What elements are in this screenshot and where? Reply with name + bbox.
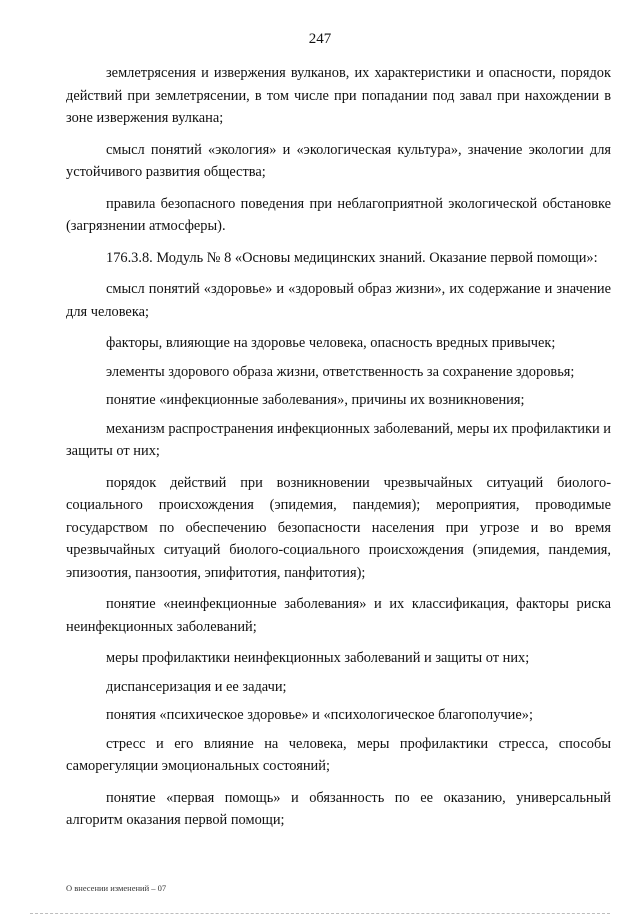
paragraph-infection-mechanism: механизм распространения инфекционных заболеваний, меры их профилактики и защиты от них; — [66, 420, 611, 459]
page-number: 247 — [308, 31, 332, 47]
paragraph-earthquakes: землетрясения и извержения вулканов, их характеристики и опасности, порядок действий при землетрясении, в том числе при попадании под завал при нахождении в зоне извержения вулкана; — [66, 65, 611, 126]
scan-edge-line — [30, 913, 610, 914]
body-text — [66, 62, 611, 838]
paragraph-first-aid: понятие «первая помощь» и обязанность по ее оказанию, универсальный алгоритм оказания первой помощи; — [66, 789, 611, 828]
paragraph-mental-health: понятия «психическое здоровье» и «психологическое благополучие»; — [106, 707, 533, 723]
paragraph-noninfectious-prevention: меры профилактики неинфекционных заболеваний и защиты от них; — [106, 650, 530, 666]
paragraph-healthy-lifestyle: элементы здорового образа жизни, ответственность за сохранение здоровья; — [106, 363, 575, 380]
paragraph-ecological-safety: правила безопасного поведения при неблагоприятной экологической обстановке (загрязнении атмосферы). — [66, 195, 611, 234]
paragraph-medical-checkup: диспансеризация и ее задачи; — [106, 678, 287, 695]
paragraph-module-8-heading: 176.3.8. Модуль № 8 «Основы медицинских знаний. Оказание первой помощи»: — [106, 249, 598, 266]
paragraph-health-factors: факторы, влияющие на здоровье человека, опасность вредных привычек; — [106, 335, 556, 351]
paragraph-stress: стресс и его влияние на человека, меры профилактики стресса, способы саморегуляции эмоциональных состояний; — [66, 735, 611, 774]
document-footer: О внесении изменений – 07 — [66, 883, 167, 893]
paragraph-health-concepts: смысл понятий «здоровье» и «здоровый образ жизни», их содержание и значение для человека; — [66, 281, 611, 320]
paragraph-ecology-concepts: смысл понятий «экология» и «экологическая культура», значение экологии для устойчивого развития общества; — [66, 141, 611, 180]
paragraph-noninfectious-diseases: понятие «неинфекционные заболевания» и их классификация, факторы риска неинфекционных заболеваний; — [66, 596, 611, 635]
paragraph-biosocial-emergencies: порядок действий при возникновении чрезвычайных ситуаций биолого-социального происхождения (эпидемия, пандемия); мероприятия, проводимые государством по обеспечению безопасности населения при угрозе и во время чрезвычайных ситуаций биолого-социального происхождения (эпидемия, пандемия, эпизоотия, панзоотия, эпифитотия, панфитотия); — [66, 474, 611, 581]
paragraph-infectious-diseases: понятие «инфекционные заболевания», причины их возникновения; — [106, 392, 525, 408]
